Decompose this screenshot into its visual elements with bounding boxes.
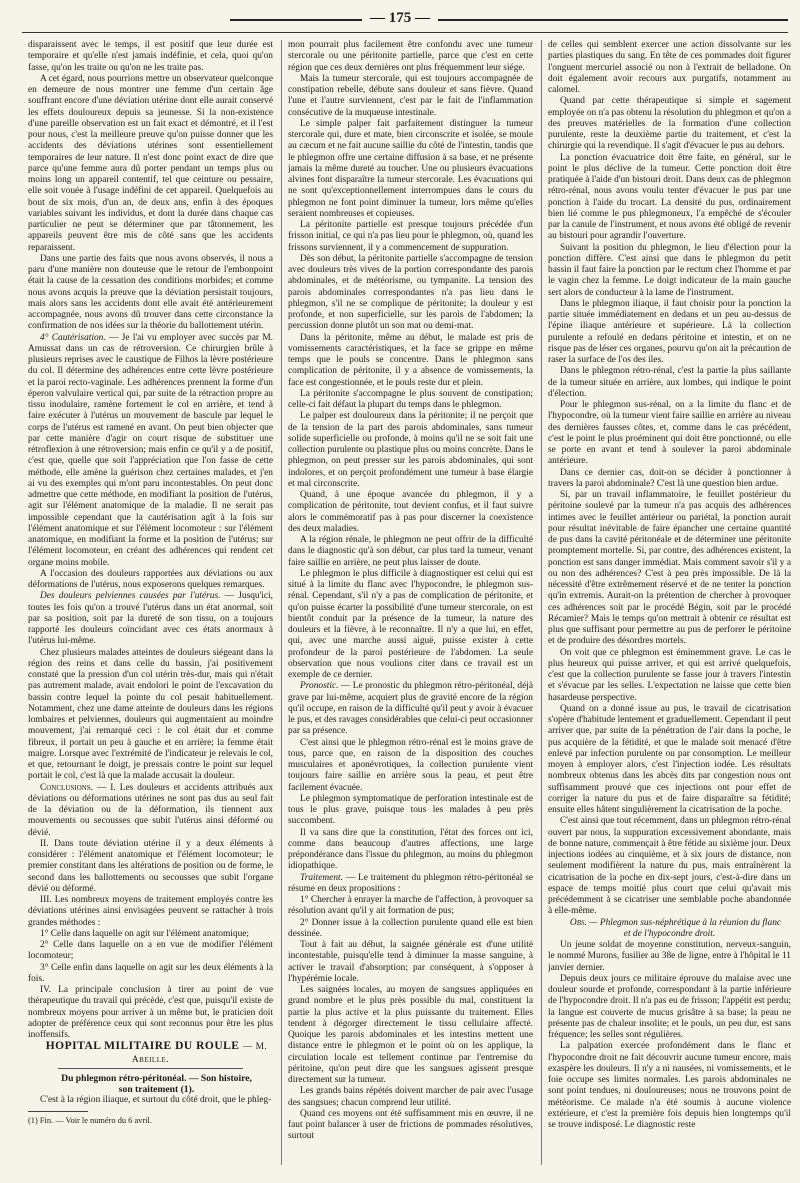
- paragraph: C'est à la région iliaque, et surtout du côté droit, que le phleg-: [40, 1095, 272, 1106]
- paragraph: Il va sans dire que la constitution, l'état des forces ont ici, comme dans beaucoup d'autres affections, une large prépondérance dans l'issue du phlegmon, au moins du phlegmon idiopathique.: [288, 827, 533, 872]
- paragraph: A la région rénale, le phlegmon ne peut offrir de la difficulté dans le diagnostic qu'à son début, car plus tard la tumeur, venant faire saillie en arrière, ne peut plus laisser de doute.: [288, 535, 533, 568]
- paragraph: II. Dans toute déviation utérine il y a deux éléments à considérer : l'élément anatomique et l'élément locomoteur; le premier constitant dans les altérations de position ou de forme, le second dans les ballottements ou secousses que subit l'organe dévié ou déformé.: [28, 838, 273, 894]
- paragraph: [28, 591, 273, 647]
- paragraph: disparaissent avec le temps, il est positif que leur durée est temporaire et qu'elle n'est jamais indéfinie, et cela, quoi qu'on fasse, qu'on les traite ou qu'on ne les traite pas.: [28, 40, 273, 73]
- paragraph: III. Les nombreux moyens de traitement employés contre les déviations utérines ainsi envisagées peuvent se rattacher à trois grandes méthodes :: [28, 895, 273, 928]
- paragraph: [288, 873, 533, 896]
- paragraph: Tout à fait au début, la saignée générale est d'une utilité incontestable, puisqu'elle tend à diminuer la masse sanguine, à activer le travail d'absorption; par conséquent, à s'opposer à l'hypérémie locale.: [288, 940, 533, 984]
- paragraph: Dans ce dernier cas, doit-on se décider à ponctionner à travers la paroi abdominale? C'est là une question bien ardue.: [548, 467, 791, 489]
- paragraph: Si, par un travail inflammatoire, le feuillet postérieur du péritoine soulevé par la tumeur n'a pas acquis des adhérences intimes avec le feuillet antérieur ou pariétal, la ponction aurait pour résultat inévitable de faire épancher une certaine quantité de pus dans la cavité péritonéale et de déterminer une péritonite promptement mortelle. Si, par contre, des adhérences existent, la ponction est sans danger immédiat. Mais comment savoir s'il y a ou non des adhérences? C'est à peu près impossible. De là la nécessité d'être extrêmement réservé et de ne tenter la ponction qu'in extremis. Aurait-on la prétention de chercher à provoquer ces adhérences soit par le procédé Bégin, soit par le procédé Récamier? Mais le temps qu'on mettrait à obtenir ce résultat est plus que suffisant pour permettre au pus de perforer le péritoine et de produire des désordres mortels.: [548, 490, 791, 647]
- section-title-text: HOPITAL MILITAIRE DU ROULE: [45, 1040, 240, 1053]
- paragraph: C'est ainsi que le phlegmon rétro-rénal est le moins grave de tous, parce que, en raison de la disposition des couches musculaires et aponévrotiques, la collection purulente vient toujours faire saillie en arrière sous la peau, et peut être facilement évacuée.: [288, 737, 533, 793]
- header-divider: [22, 32, 788, 33]
- paragraph: [28, 783, 273, 839]
- paragraph: Dans le phlegmon rétro-rénal, c'est la partie la plus saillante de la tumeur située en arrière, aux lombes, qui indique le point d'élection.: [548, 366, 791, 399]
- column-2: [288, 40, 533, 1170]
- paragraph: Le simple palper fait parfaitement distinguer la tumeur stercorale qui, dure et mate, bien circonscrite et isolée, se moule au cæcum et ne fait aucune saillie du côté de l'intestin, tandis que le phlegmon offre une certaine diffusion à sa base, et ne présente jamais la même dureté au toucher. Une ou plusieurs évacuations alvines font disparaître la tumeur stercorale. Les évacuations qui ne sont qu'exceptionnellement interrompues dans le cours du phlegmon ne font point diminuer la tumeur, lors même qu'elles seraient nombreuses et copieuses.: [288, 118, 533, 219]
- paragraph: 2° Donner issue à la collection purulente quand elle est bien dessinée.: [288, 917, 533, 939]
- observation-title-line-2: et de l'hypocondre droit.: [623, 928, 716, 939]
- paragraph: 1° Chercher à enrayer la marche de l'affection, à provoquer sa résolution avant qu'il y ait formation de pus;: [288, 895, 533, 917]
- paragraph: Quand ces moyens ont été suffisamment mis en œuvre, il ne faut point balancer à user de frictions de pommades résolutives, surtout: [288, 1108, 533, 1142]
- paragraph-label: Traitement.: [300, 872, 343, 883]
- paragraph: Pour le phlegmon sus-rénal, on a la limite du flanc et de l'hypocondre, où la tumeur vient faire saillie en arrière au niveau des dernières fausses côtes, et, comme dans le cas précédent, c'est le point le plus proéminent qui doit être ponctionné, ou elle se porte en avant et tend à soulever la paroi abdominale antérieure.: [548, 400, 791, 467]
- paragraph: Un jeune soldat de moyenne constitution, nerveux-sanguin, le nommé Murons, fusilier au 38e de ligne, entre à l'hôpital le 11 janvier dernier.: [548, 940, 791, 973]
- paragraph-label: 4° Cautérisation.: [40, 332, 106, 343]
- paragraph: de celles qui semblent exercer une action dissolvante sur les parties plastiques du sang. En tête de ces pommades doit figurer l'onguent mercuriel associé ou non à l'extrait de belladone. On doit également avoir recours aux purgatifs, notamment au calomel.: [548, 40, 791, 95]
- paragraph: La péritonite partielle est presque toujours précédée d'un frisson initial, ce qui n'a pas lieu pour le phlegmon, où, quand les frissons surviennent, il y a commencement de suppuration.: [288, 220, 533, 253]
- paragraph: Mais la tumeur stercorale, qui est toujours accompagnée de constipation rebelle, débute sans douleur et sans fièvre. Quand l'une et l'autre surviennent, c'est par le fait de l'inflammation consécutive de la muqueuse intestinale.: [288, 73, 533, 118]
- paragraph: Chez plusieurs malades atteintes de douleurs siégeant dans la région des reins et dans celle du bassin, j'ai positivement constaté que la pression d'un col utérin très-dur, mais qui n'était pas autrement malade, avait endolori le point de l'excavation du bassin contre lequel la pointe du col pesait habituellement. Notamment, chez une dame atteinte de douleurs dans les régions lombaires et pelviennes, douleurs qui augmentaient au moindre mouvement, j'ai remarqué ceci : le col était dur et comme fibreux, il portait un peu à gauche et en arrière; la femme était maigre. Lorsque avec l'extrémité de l'indicateur je relevais le col, et que, retournant le doigt, je pressais contre le point sur lequel portait le col, c'est là que la malade accusait la douleur.: [28, 647, 273, 782]
- paragraph: Dans la péritonite, même au début, le malade est pris de vomissements caractéristiques, et la face se grippe en même temps que le pouls se concentre. Dans le phlegmon sans complication de péritonite, il y a absence de vomissements, la face est congestionnée, et le pouls reste dur et plein.: [288, 332, 533, 388]
- column-divider-2: [541, 40, 542, 1165]
- paragraph: Quand, à une époque avancée du phlegmon, il y a complication de péritonite, tout devient confus, et il faut suivre alors le commémoratif pas à pas pour discerner la coexistence des deux maladies.: [288, 490, 533, 534]
- footnote-rule: [28, 1111, 88, 1112]
- footnote: (1) Fin. — Voir le numéro du 6 avril.: [28, 1115, 152, 1125]
- paragraph: Depuis deux jours ce militaire éprouve du malaise avec une douleur sourde et profonde, correspondant à la partie inférieure de l'hypocondre droit. Il n'a pas eu de frisson; l'appétit est perdu; la langue est couverte de mucus grisâtre à sa base; la peau ne présente pas de chaleur insolite; et le pouls, un peu dur, est sans fréquence; les selles sont régulières.: [548, 973, 791, 1040]
- page-number: — 175 —: [0, 10, 800, 27]
- paragraph: La palpation exercée profondément dans le flanc et l'hypocondre droit ne fait découvrir aucune tumeur encore, mais exaspère les douleurs. Il n'y a ni nausées, ni vomissements, et le foie occupe ses limites normales. Les parois abdominales ne sont point tendues, ni douloureuses; nous ne trouvons point de météorisme. Ce malade n'a été soumis à aucune violence extérieure, et c'est la première fois depuis bien longtemps qu'il se trouve indisposé. Le diagnostic reste: [548, 1041, 791, 1130]
- section-rule: [58, 1068, 243, 1069]
- paragraph: 2° Celle dans laquelle on a en vue de modifier l'élément locomoteur;: [28, 940, 273, 962]
- paragraph: Les grands bains répétés doivent marcher de pair avec l'usage des sangsues; chacun comprend leur utilité.: [288, 1086, 533, 1108]
- paragraph: Le palper est douloureux dans la péritonite; il ne perçoit que de la tension de la part des parois abdominales, sans tumeur solide superficielle ou profonde, à moins qu'il ne se soit fait une collection purulente ou plastique plus ou moins concrète. Dans le phlegmon, on peut presser sur les parois abdominales, qui sont indolores, et on perçoit profondément une tumeur à base élargie et mal circonscrite.: [288, 411, 533, 489]
- paragraph: On voit que ce phlegmon est éminemment grave. Le cas le plus heureux qui puisse arriver, et qui est arrivé quelquefois, c'est que la collection purulente se fasse jour à travers l'intestin et s'évacue par les selles. L'expectation ne laisse que cette bien hasardeuse perspective.: [548, 647, 791, 703]
- paragraph: IV. La principale conclusion à tirer au point de vue thérapeutique du travail qui précède, c'est que, puisqu'il existe de nombreux moyens pour arriver à un même but, le praticien doit adopter de préférence ceux qui sont reconnus pour être les plus inoffensifs.: [28, 985, 273, 1040]
- paragraph-text: — I. Les douleurs et accidents attribués aux déviations ou déformations utérines ne sont pas dus au seul fait de la déviation ou de la déformation, ils tiennent aux mouvements ou secousses que subit l'utérus ainsi déformé ou dévié.: [28, 782, 273, 838]
- paragraph: Suivant la position du phlegmon, le lieu d'élection pour la ponction diffère. C'est ainsi que dans le phlegmon du petit bassin il faut faire la ponction par le rectum chez l'homme et par le vagin chez la femme. Le doigt indicateur de la main gauche sert alors de conducteur à la lame de l'instrument.: [548, 242, 791, 298]
- paragraph-text: — Le traitement du phlegmon rétro-péritonéal se résume en deux propositions :: [288, 872, 533, 894]
- paragraph-text: — Je l'ai vu employer avec succès par M. Amussat dans un cas de rétroversion. Ce chirurgien brûle à plusieurs reprises avec le caustique de Filhos la lèvre postérieure du col. Il détermine des adhérences entre cette lèvre postérieure et la paroi recto-vaginale. Les adhérences prennent la forme d'un éperon valvulaire vertical qui, par suite de la rétraction propre au tissu inodulaire, ramène fortement le col en arrière, et tend à faire exécuter à l'utérus un mouvement de bascule par lequel le corps de l'utérus est ramené en avant. On peut bien objecter que par cette manière d'agir on court risque de substituer une rétroflexion à une rétroversion; mais enfin ce qu'il y a de positif, c'est que, quelle que soit l'appréciation que l'on fasse de cette méthode, elle amène la guérison chez certaines malades, et j'en ai vu des exemples qui m'ont paru incontestables. On peut donc admettre que cette méthode, en modifiant la position de l'utérus, agit sur l'élément anatomique de la maladie. Il ne serait pas impossible cependant que la cautérisation agît à la fois sur l'élément anatomique et sur l'élément locomoteur : sur l'élément anatomique, en modifiant la forme et la position de l'utérus; sur l'élément locomoteur, en créant des adhérences qui rendent cet organe moins mobile.: [28, 332, 273, 568]
- paragraph: [288, 681, 533, 737]
- paragraph: Quand par cette thérapeutique si simple et sagement employée on n'a pas obtenu la résolution du phlegmon et qu'on a des preuves matérielles de la formation d'une collection purulente, reste la deuxième partie du traitement, et c'est la chirurgie qui la revendique. Il s'agit d'évacuer le pus au dehors.: [548, 96, 791, 152]
- article-title-line-1: Du phlegmon rétro-péritonéal. — Son histoire,: [61, 1072, 252, 1084]
- paragraph: La ponction évacuatrice doit être faite, en général, sur le point le plus déclive de la tumeur. Cette ponction doit être pratiquée à l'aide d'un bistouri droit. Dans deux cas de phlegmon rétro-rénal, nous avons voulu tenter d'évacuer le pus par une ponction à l'aide du trocart. La densité du pus, ordinairement bien lié comme le pus phlegmoneux, l'a empêché de s'écouler par la canule de l'instrument, et nous avons été obligé de revenir au bistouri pour agrandir l'ouverture.: [548, 152, 791, 242]
- page-header: [0, 10, 800, 30]
- paragraph: Dès son début, la péritonite partielle s'accompagne de tension avec douleurs très vives de la portion correspondante des parois abdominales, et de météorisme, ou tympanite. La tension des parois abdominales correspondantes n'a pas lieu dans le phlegmon, s'il ne se complique de péritonite; la douleur y est profonde, et non superficielle, sur les parois de l'abdomen; la percussion donne plutôt un son mat ou demi-mat.: [288, 253, 533, 332]
- observation-title-line-1: — Phlegmon sus-néphrétique à la réunion du flanc: [589, 917, 782, 928]
- column-3: [548, 40, 791, 1170]
- section-author: — M. Abeille.: [131, 1042, 268, 1065]
- paragraph-text: — Le pronostic du phlegmon rétro-péritonéal, déjà grave par lui-même, acquiert plus de gravité encore de la région qu'il occupe, en raison de la difficulté qu'il peut y avoir à évacuer le pus, et des ravages considérables que celui-ci peut occasionner par sa présence.: [288, 681, 533, 737]
- paragraph: Quand on a donné issue au pus, le travail de cicatrisation s'opère d'habitude lentement et graduellement. Cependant il peut arriver que, par suite de la pénétration de l'air dans la poche, le pus acquière de la fétidité, et que le malade soit menacé d'être enlevé par infection purulente ou par consomption. Le meilleur moyen à employer alors, c'est l'injection iodée. Les résultats nombreux obtenus dans les abcès dits par congestion nous ont suffisamment prouvé que ces injections ont pour effet de corriger la nature du pus et de faire disparaître sa fétidité; ensuite elles hâtent singulièrement la cicatrisation de la poche.: [548, 703, 791, 815]
- paragraph: Dans le phlegmon iliaque, il faut choisir pour la ponction la partie située immédiatement en dedans et un peu au-dessus de l'épine iliaque antérieure et supérieure. Là la collection purulente a refoulé en dedans péritoine et intestin, et on ne risque pas de léser ces organes, pourvu qu'on ait la précaution de raser la surface de l'os des iles.: [548, 298, 791, 365]
- section-title: [28, 1041, 273, 1066]
- paragraph-label: Conclusions.: [40, 782, 93, 793]
- column-divider-1: [281, 40, 282, 1165]
- paragraph: A l'occasion des douleurs rapportées aux déviations ou aux déformations de l'utérus, nous exposerons quelques remarques.: [28, 568, 273, 590]
- paragraph: mon pourrait plus facilement être confondu avec une tumeur stercorale ou une péritonite partielle, parce que c'est en cette région que ces deux dernières ont plus fréquemment leur siége.: [288, 40, 533, 73]
- article-title-line-2: son traitement (1).: [118, 1084, 195, 1095]
- observation-title: [548, 918, 791, 941]
- observation-label: Obs.: [569, 917, 587, 928]
- paragraph: La péritonite s'accompagne le plus souvent de constipation; celle-ci fait défaut la plupart du temps dans le phlegmon.: [288, 388, 533, 410]
- paragraph-label: Pronostic.: [300, 681, 339, 692]
- paragraph: 1° Celle dans laquelle on agit sur l'élément anatomique;: [40, 928, 250, 939]
- paragraph: C'est ainsi que tout récemment, dans un phlegmon rétro-rénal ouvert par nous, la suppuration excessivement abondante, mais de bonne nature, commençait à être fétide au sixième jour. Deux injections iodées au cinquième, et à six jours de distance, non seulement modifièrent la nature du pus, mais entraînèrent la cicatrisation de la poche en dix-sept jours, c'est-à-dire dans un espace de temps moitié plus court que celui qu'avait mis précédemment à se cicatriser une semblable poche abandonnée à elle-même.: [548, 816, 791, 917]
- column-1: [28, 40, 273, 1170]
- paragraph: 3° Celle enfin dans laquelle on agit sur les deux éléments à la fois.: [28, 962, 273, 984]
- paragraph: [28, 333, 273, 569]
- paragraph: Le phlegmon symptomatique de perforation intestinale est de tous le plus grave, puisque tous les malades à peu près succombent.: [288, 793, 533, 827]
- paragraph-text: — Jusqu'ici, toutes les fois qu'on a trouvé l'utérus dans un état anormal, soit par sa position, soit par la dureté de son tissu, on a toujours rapporté les douleurs coïncidant avec ces états anormaux à l'utérus lui-même.: [28, 591, 273, 647]
- paragraph: Les saignées locales, au moyen de sangsues appliquées en grand nombre et le plus près possible du mal, constituent la partie la plus active et la plus puissante du traitement. Elles tendent à dégorger directement le tissu cellulaire affecté. Quoique les parois abdominales et les intestins mettent une distance entre le phlegmon et le point où on les applique, la circulation locale est tellement continue par l'entremise du péritoine, qu'on peut dire que les sangsues agissent presque directement sur la tumeur.: [288, 985, 533, 1085]
- paragraph: A cet égard, nous pourrions mettre un observateur quelconque en demeure de nous montrer une femme d'un certain âge souffrant encore d'une déviation utérine dont elle aurait conservé les effets douloureux depuis sa jeunesse. Si la non-existence d'une pareille observation est un fait exact et démontré, et il l'est pour nous, c'est la meilleure preuve qu'on puisse donner que les accidents des déviations utérines sont essentiellement temporaires de leur nature. Il n'est donc point exact de dire que parce qu'une femme aura dû porter pendant un temps plus ou moins long un appareil contentif, tel que ceinture ou pessaire, elle soit vouée à l'usage indéfini de cet appareil. Quelquefois au bout de six mois, d'un an, de deux ans, enfin à des époques variables suivant les individus, et dont la durée dans chaque cas particulier ne peut se déterminer que par tâtonnement, les appareils peuvent être mis de côté sans que les accidents reparaissent.: [28, 73, 273, 253]
- paragraph: Dans une partie des faits que nous avons observés, il nous a paru d'une manière non douteuse que le retour de l'embonpoint était la cause de la cessation des conditions morbides; et comme nous avons acquis la preuve que la déviation persistait toujours, mais alors sans les accidents dont elle avait été antérieurement accompagnée, nous avons dû trouver dans cette circonstance la confirmation de nos idées sur la théorie du ballottement utérin.: [28, 253, 273, 332]
- paragraph-label: Des douleurs pelviennes causées par l'utérus.: [40, 591, 221, 602]
- paragraph: Le phlegmon le plus difficile à diagnostiquer est celui qui est situé à la limite du flanc avec l'hypocondre, le phlegmon sus-rénal. Cependant, s'il n'y a pas de complication de péritonite, et qu'on puisse écarter la possibilité d'une tumeur stercorale, on est bientôt conduit par la présence de la tumeur, la nature des douleurs et la fièvre, à le reconnaître. Il n'y a que lui, en effet, qui, avec une marche aussi aiguë, puisse exister à cette profondeur de la paroi postérieure de l'abdomen. La seule observation que nous voulions citer dans ce travail est un exemple de ce dernier.: [288, 568, 533, 680]
